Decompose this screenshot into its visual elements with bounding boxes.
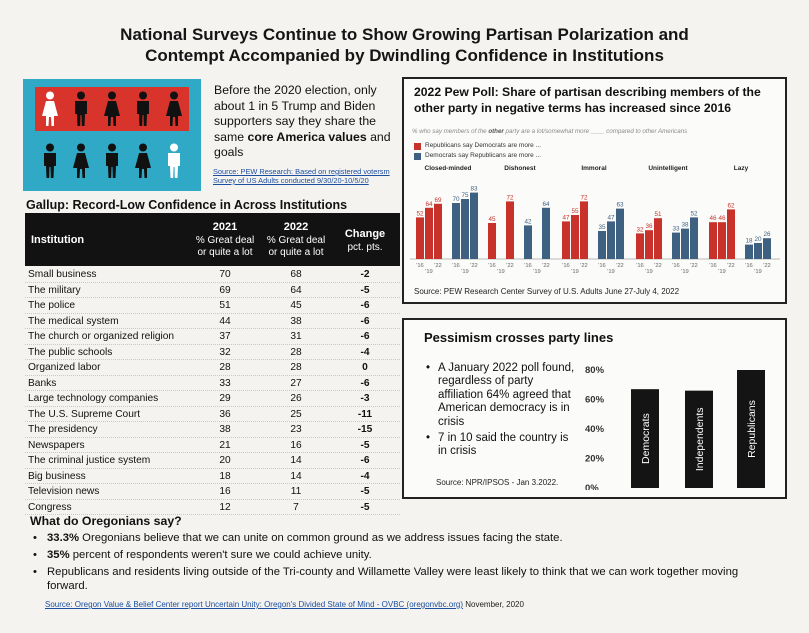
group-label-closed: Closed-minded (424, 165, 472, 172)
tick-label-unintelligent-dem-2: '19 (681, 269, 689, 275)
value-2021-cell: 20 (219, 455, 231, 466)
tick-label-dishonest-rep-1: '22 (506, 263, 514, 269)
pew-poll-panel (402, 77, 787, 304)
value-2022-cell: 16 (290, 439, 302, 451)
tick-label-dishonest-rep-0: '16 (488, 263, 496, 269)
tick-label-dishonest-dem-1: '22 (542, 263, 550, 269)
bar-label-dishonest-rep-1: 72 (506, 194, 514, 202)
bar-lazy-dem-1 (754, 243, 762, 259)
value-2021-cell: 38 (219, 424, 231, 435)
bar-closed-rep-1 (425, 208, 433, 259)
bar-closed-dem-2 (470, 193, 478, 259)
value-2021-cell: 12 (219, 501, 231, 513)
bar-label-republicans: Republicans (746, 400, 758, 458)
legend-dem: Democrats say Republicans are more ... (414, 151, 541, 161)
header-institution: Institution (31, 234, 85, 246)
value-2021-cell: 29 (219, 393, 231, 404)
table-row (25, 267, 400, 283)
change-cell: -6 (360, 331, 370, 342)
intro-text (214, 83, 404, 161)
people-row-blue (35, 139, 189, 183)
bar-label-lazy-rep-1: 46 (718, 215, 726, 223)
pessimism-bullets (426, 362, 576, 462)
institution-cell: Large technology companies (28, 393, 159, 404)
institution-cell: The public schools (28, 346, 113, 358)
tick-label-dishonest-rep-2: '19 (497, 269, 505, 275)
value-2021-cell: 36 (219, 408, 231, 420)
value-2022-cell: 31 (290, 331, 302, 342)
oregon-source-link[interactable]: Source: Oregon Value & Belief Center report Uncertain Unity: Oregon's Divided State of Mind - OVBC (oregonvbc.org) (45, 600, 464, 609)
legend-rep: Republicans say Democrats are more ... (414, 141, 541, 151)
oregon-bullet-3: • Republicans and residents living outside of the Tri-county and Willamette Valley were least likely to think that we can work together moving forward. (32, 565, 772, 593)
tick-label-immoral-rep-1: '22 (580, 263, 588, 269)
tick-label-lazy-rep-2: '19 (718, 269, 726, 275)
tick-label-closed-dem-1: '22 (470, 263, 478, 269)
tick-label-closed-rep-2: '19 (425, 269, 433, 275)
pessimism-bar-chart (579, 360, 779, 490)
y-tick-label: 40% (585, 424, 605, 435)
female-person-icon (103, 91, 121, 127)
header-2021: 2021 % Great deal or quite a lot (195, 221, 255, 258)
y-tick-label: 80% (585, 365, 605, 376)
bar-lazy-dem-0 (745, 245, 753, 259)
value-2022-cell: 23 (290, 424, 302, 435)
intro-text-post: and goals (214, 129, 391, 160)
bar-label-lazy-rep-0: 46 (709, 215, 717, 223)
value-2021-cell: 18 (219, 470, 231, 482)
bar-label-closed-dem-0: 70 (452, 196, 460, 203)
bar-label-democrats: Democrats (640, 413, 652, 464)
bar-unintelligent-dem-0 (672, 233, 680, 259)
tick-label-dishonest-dem-0: '16 (524, 263, 532, 269)
bar-label-lazy-dem-2: 26 (763, 231, 771, 239)
intro-text-pre: Before the 2020 election, only about 1 in 5 Trump and Biden supporters say they share the same (214, 83, 377, 144)
institution-cell: Television news (28, 486, 100, 497)
value-2021-cell: 33 (219, 377, 231, 389)
tick-label-closed-rep-1: '22 (434, 263, 442, 269)
male-person-icon (134, 91, 152, 127)
bar-label-immoral-dem-0: 35 (598, 224, 606, 231)
y-tick-label: 0% (585, 483, 599, 490)
tick-label-immoral-rep-0: '16 (562, 263, 570, 269)
bar-unintelligent-rep-2 (654, 218, 662, 259)
bar-closed-rep-0 (416, 217, 424, 259)
group-label-lazy: Lazy (733, 165, 749, 172)
table-row (25, 376, 400, 392)
pessimism-panel (402, 318, 787, 499)
bar-label-closed-dem-1: 75 (461, 192, 469, 199)
y-tick-label: 20% (585, 453, 605, 465)
value-2021-cell: 37 (219, 331, 231, 342)
tick-label-lazy-rep-0: '16 (709, 263, 717, 269)
value-2022-cell: 26 (290, 393, 302, 404)
male-person-icon (41, 143, 59, 179)
table-row (25, 484, 400, 500)
intro-text-bold: core America values (247, 129, 367, 144)
header-change: Change pct. pts. (344, 228, 386, 253)
bar-immoral-dem-0 (598, 231, 606, 259)
value-2022-cell: 11 (290, 486, 302, 497)
change-cell: -5 (360, 439, 370, 451)
bar-label-unintelligent-rep-2: 51 (654, 211, 662, 219)
table-row (25, 329, 400, 345)
oregon-bullet-2: • 35% percent of respondents weren't sure we could achieve unity. (32, 548, 772, 562)
tick-label-closed-rep-0: '16 (416, 263, 424, 269)
pew-values-source-link[interactable]: Source: PEW Research: Based on registered votersm Survey of US Adults conducted 9/30/20-10/5/20 (213, 167, 390, 185)
institution-cell: The medical system (28, 315, 119, 327)
female-person-icon (72, 143, 90, 179)
bar-immoral-rep-1 (571, 215, 579, 259)
tick-label-lazy-dem-0: '16 (745, 263, 753, 269)
legend-dem-swatch (414, 153, 421, 160)
change-cell: -6 (360, 455, 370, 466)
bar-immoral-rep-0 (562, 221, 570, 259)
pew-legend (414, 141, 541, 161)
bar-label-immoral-rep-1: 55 (571, 208, 579, 215)
change-cell: -6 (360, 300, 370, 311)
tick-label-lazy-dem-1: '22 (763, 263, 771, 269)
bar-lazy-rep-1 (718, 222, 726, 259)
bar-label-closed-rep-0: 52 (416, 210, 424, 218)
bar-label-unintelligent-dem-2: 52 (690, 210, 698, 218)
table-row (25, 407, 400, 423)
male-person-icon (103, 143, 121, 179)
tick-label-lazy-dem-2: '19 (754, 269, 762, 275)
tick-label-closed-dem-2: '19 (461, 269, 469, 275)
value-2021-cell: 69 (219, 284, 231, 296)
bar-unintelligent-dem-1 (681, 229, 689, 259)
group-label-unintelligent: Unintelligent (648, 165, 688, 172)
bar-lazy-rep-2 (727, 209, 735, 259)
title-line-1: National Surveys Continue to Show Growing Partisan Polarization and (120, 25, 689, 44)
bar-immoral-dem-2 (616, 209, 624, 259)
table-row (25, 422, 400, 438)
pessimism-title: Pessimism crosses party lines (424, 330, 614, 345)
bar-label-lazy-dem-1: 20 (754, 236, 762, 243)
tick-label-immoral-dem-1: '22 (616, 263, 624, 269)
value-2022-cell: 64 (290, 284, 302, 296)
institution-cell: Small business (28, 269, 97, 280)
table-row (25, 469, 400, 485)
bar-label-unintelligent-dem-0: 33 (672, 225, 680, 233)
institution-cell: The police (28, 300, 76, 311)
bar-label-closed-rep-2: 69 (434, 196, 442, 204)
bar-label-immoral-rep-0: 47 (562, 214, 570, 222)
bar-immoral-rep-2 (580, 201, 588, 259)
change-cell: -6 (360, 315, 370, 327)
page-title (0, 24, 809, 66)
pew-subtitle: % who say members of the other party are a lot/somewhat more ____ compared to other Americans (412, 128, 688, 135)
table-row (25, 314, 400, 330)
oregon-source: Source: Oregon Value & Belief Center report Uncertain Unity: Oregon's Divided State of Mind - OVBC (oregonvbc.org) November, 2020 (45, 600, 524, 609)
bar-immoral-dem-1 (607, 221, 615, 259)
tick-label-unintelligent-rep-0: '16 (636, 263, 644, 269)
table-row (25, 360, 400, 376)
bar-dishonest-dem-0 (524, 225, 532, 259)
value-2022-cell: 14 (290, 470, 302, 482)
male-person-icon (165, 143, 183, 179)
institution-cell: Big business (28, 470, 86, 482)
female-person-icon (165, 91, 183, 127)
bar-lazy-rep-0 (709, 222, 717, 259)
value-2022-cell: 68 (290, 269, 302, 280)
change-cell: -4 (360, 346, 370, 358)
people-graphic (23, 79, 201, 191)
value-2022-cell: 45 (290, 300, 302, 311)
change-cell: -3 (360, 393, 370, 404)
table-row (25, 391, 400, 407)
value-2021-cell: 44 (219, 315, 231, 327)
change-cell: -6 (360, 377, 370, 389)
value-2022-cell: 38 (290, 315, 302, 327)
value-2021-cell: 16 (219, 486, 231, 497)
table-row (25, 500, 400, 516)
bar-label-closed-rep-1: 64 (425, 200, 433, 208)
table-row (25, 283, 400, 299)
oregon-bullet-1: • 33.3% Oregonians believe that we can unite on common ground as we address issues facing the state. (32, 531, 772, 545)
bar-label-unintelligent-rep-0: 32 (636, 226, 644, 234)
group-label-dishonest: Dishonest (504, 165, 536, 172)
bar-lazy-dem-2 (763, 238, 771, 259)
institution-cell: The criminal justice system (28, 455, 151, 466)
change-cell: -5 (360, 501, 370, 513)
tick-label-immoral-dem-2: '19 (607, 269, 615, 275)
bar-label-dishonest-dem-0: 42 (524, 218, 532, 226)
value-2021-cell: 28 (219, 362, 231, 373)
bar-label-lazy-dem-0: 18 (745, 237, 753, 245)
value-2022-cell: 27 (290, 377, 302, 389)
bar-closed-dem-0 (452, 203, 460, 259)
bar-unintelligent-rep-0 (636, 233, 644, 259)
change-cell: -5 (360, 486, 370, 497)
bar-label-unintelligent-dem-1: 38 (681, 221, 689, 229)
change-cell: -11 (357, 408, 373, 420)
bar-label-dishonest-dem-1: 64 (542, 200, 550, 208)
tick-label-immoral-rep-2: '19 (571, 269, 579, 275)
tick-label-dishonest-dem-2: '19 (533, 269, 541, 275)
pessimism-bullet-1: • A January 2022 poll found, regardless of party affiliation 64% agreed that American democracy is in crisis (426, 362, 576, 429)
value-2021-cell: 70 (219, 269, 231, 280)
institution-cell: Congress (28, 501, 72, 513)
male-person-icon (72, 91, 90, 127)
female-person-icon (134, 143, 152, 179)
tick-label-unintelligent-dem-1: '22 (690, 263, 698, 269)
tick-label-unintelligent-rep-1: '22 (654, 263, 662, 269)
gallup-table-header (25, 213, 400, 266)
pew-title: 2022 Pew Poll: Share of partisan describing members of the other party in negative terms has increased since 2016 (414, 85, 761, 115)
bar-closed-dem-1 (461, 199, 469, 259)
bar-label-dishonest-rep-0: 45 (488, 216, 496, 223)
female-person-icon (41, 91, 59, 127)
institution-cell: The military (28, 284, 81, 296)
bar-unintelligent-rep-1 (645, 230, 653, 259)
bar-label-immoral-dem-1: 47 (607, 214, 615, 222)
pessimism-bullet-2: • 7 in 10 said the country is in crisis (426, 432, 576, 459)
gallup-title: Gallup: Record-Low Confidence in Across Institutions (26, 198, 348, 212)
value-2022-cell: 7 (293, 501, 299, 513)
institution-cell: The presidency (28, 424, 98, 435)
oregon-title: What do Oregonians say? (30, 514, 182, 528)
institution-cell: Newspapers (28, 439, 85, 451)
institution-cell: Banks (28, 377, 57, 389)
group-label-immoral: Immoral (581, 165, 607, 172)
bar-label-independents: Independents (694, 407, 706, 472)
bar-label-closed-dem-2: 83 (470, 185, 478, 193)
bar-dishonest-rep-0 (488, 223, 496, 259)
tick-label-closed-dem-0: '16 (452, 263, 460, 269)
pessimism-source: Source: NPR/IPSOS - Jan 3.2022. (436, 478, 559, 487)
value-2022-cell: 28 (290, 362, 302, 373)
bar-unintelligent-dem-2 (690, 217, 698, 259)
y-tick-label: 60% (585, 394, 605, 406)
institution-cell: The church or organized religion (28, 331, 175, 342)
change-cell: 0 (362, 362, 368, 373)
header-2022: 2022 % Great deal or quite a lot (266, 221, 326, 258)
tick-label-unintelligent-dem-0: '16 (672, 263, 680, 269)
bar-closed-rep-2 (434, 204, 442, 259)
pew-bar-chart (404, 161, 785, 286)
change-cell: -4 (360, 470, 370, 482)
change-cell: -15 (357, 424, 373, 435)
bar-label-unintelligent-rep-1: 36 (645, 223, 653, 231)
title-line-2: Contempt Accompanied by Dwindling Confidence in Institutions (145, 46, 664, 65)
table-row (25, 453, 400, 469)
tick-label-immoral-dem-0: '16 (598, 263, 606, 269)
value-2021-cell: 21 (219, 439, 231, 451)
bar-label-immoral-dem-2: 63 (616, 201, 624, 209)
bar-dishonest-dem-1 (542, 208, 550, 259)
oregon-bullets (32, 531, 772, 596)
bar-label-lazy-rep-2: 62 (727, 202, 735, 210)
pew-footer: Source: PEW Research Center Survey of U.S. Adults June 27-July 4, 2022 (414, 287, 680, 296)
tick-label-unintelligent-rep-2: '19 (645, 269, 653, 275)
table-row (25, 345, 400, 361)
table-row (25, 438, 400, 454)
value-2022-cell: 25 (290, 408, 302, 420)
value-2022-cell: 14 (290, 455, 302, 466)
value-2021-cell: 32 (219, 346, 231, 358)
change-cell: -5 (360, 284, 370, 296)
gallup-table-body (25, 267, 400, 515)
tick-label-lazy-rep-1: '22 (727, 263, 735, 269)
table-row (25, 298, 400, 314)
institution-cell: The U.S. Supreme Court (28, 408, 141, 420)
change-cell: -2 (360, 269, 370, 280)
value-2022-cell: 28 (290, 346, 302, 358)
legend-rep-swatch (414, 143, 421, 150)
bar-label-immoral-rep-2: 72 (580, 194, 588, 202)
people-row-red (35, 87, 189, 131)
bar-dishonest-rep-1 (506, 201, 514, 259)
institution-cell: Organized labor (28, 362, 101, 373)
value-2021-cell: 51 (219, 300, 231, 311)
